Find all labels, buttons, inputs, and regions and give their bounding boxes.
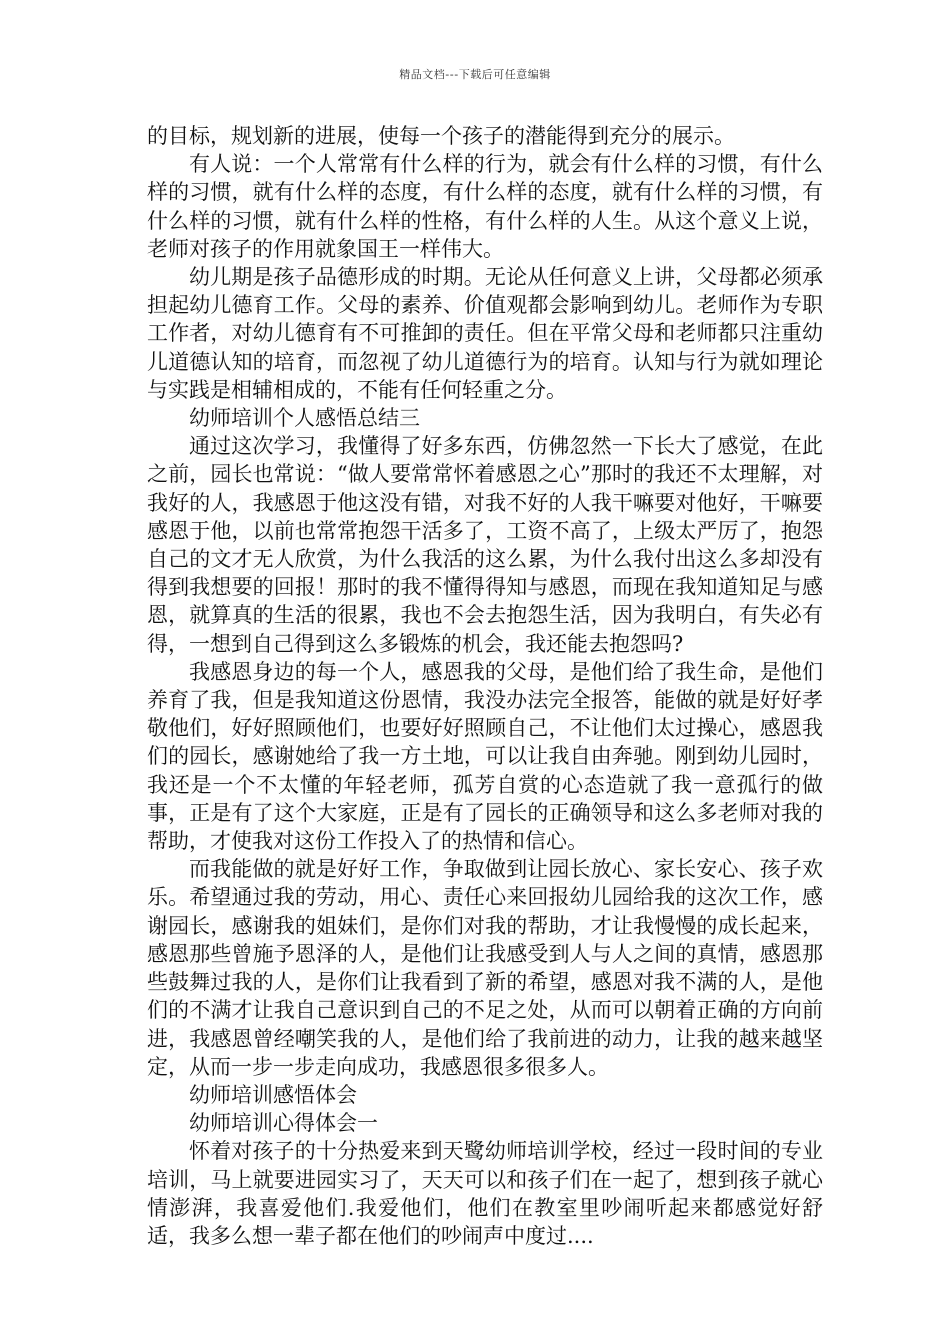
paragraph: 通过这次学习，我懂得了好多东西，仿佛忽然一下长大了感觉，在此之前，园长也常说：“做人要常常怀着感恩之心”那时的我还不太理解，对我好的人，我感恩于他这没有错，对我不好的人我干嘛要对他好，干嘛要感恩于他，以前也常常抱怨干活多了，工资不高了，上级太严厉了，抱怨自己的文才无人欣赏，为什么我活的这么累，为什么我付出这么多却没有得到我想要的回报！那时的我不懂得得知与感恩，而现在我知道知足与感恩，就算真的生活的很累，我也不会去抱怨生活，因为我明白，有失必有得，一想到自己得到这么多锻炼的机会，我还能去抱怨吗?	[147, 434, 823, 656]
section-heading: 幼师培训个人感悟总结三	[189, 406, 420, 431]
paragraph-continuation: 的目标，规划新的进展，使每一个孩子的潜能得到充分的展示。	[147, 124, 735, 148]
section-heading: 幼师培训感悟体会	[189, 1082, 357, 1107]
section-heading: 幼师培训心得体会一	[189, 1111, 378, 1136]
paragraph: 有人说：一个人常常有什么样的行为，就会有什么样的习惯，有什么样的习惯，就有什么样的态度，有什么样的态度，就有什么样的习惯，有什么样的习惯，就有什么样的性格，有什么样的人生。从这个意义上说，老师对孩子的作用就象国王一样伟大。	[147, 152, 823, 261]
document-body	[147, 122, 823, 1250]
paragraph: 而我能做的就是好好工作，争取做到让园长放心、家长安心、孩子欢乐。希望通过我的劳动，用心、责任心来回报幼儿园给我的这次工作，感谢园长，感谢我的姐妹们，是你们对我的帮助，才让我慢慢的成长起来，感恩那些曾施予恩泽的人，是他们让我感受到人与人之间的真情，感恩那些鼓舞过我的人，是你们让我看到了新的希望，感恩对我不满的人，是他们的不满才让我自己意识到自己的不足之处，从而可以朝着正确的方向前进，我感恩曾经嘲笑我的人，是他们给了我前进的动力，让我的越来越坚定，从而一步一步走向成功，我感恩很多很多人。	[147, 857, 823, 1079]
paragraph: 我感恩身边的每一个人，感恩我的父母，是他们给了我生命，是他们养育了我，但是我知道这份恩情，我没办法完全报答，能做的就是好好孝敬他们，好好照顾他们，也要好好照顾自己，不让他们太过操心，感恩我们的园长，感谢她给了我一方土地，可以让我自由奔驰。刚到幼儿园时，我还是一个不太懂的年轻老师，孤芳自赏的心态造就了我一意孤行的做事，正是有了这个大家庭，正是有了园长的正确领导和这么多老师对我的帮助，才使我对这份工作投入了的热情和信心。	[147, 659, 823, 854]
paragraph: 幼儿期是孩子品德形成的时期。无论从任何意义上讲，父母都必须承担起幼儿德育工作。父母的素养、价值观都会影响到幼儿。老师作为专职工作者，对幼儿德育有不可推卸的责任。但在平常父母和老师都只注重幼儿道德认知的培育，而忽视了幼儿道德行为的培育。认知与行为就如理论与实践是相辅相成的，不能有任何轻重之分。	[147, 265, 823, 402]
paragraph: 怀着对孩子的十分热爱来到天鹭幼师培训学校，经过一段时间的专业培训，马上就要进园实习了，天天可以和孩子们在一起了，想到孩子就心情澎湃，我喜爱他们.我爱他们，他们在教室里吵闹听起来都感觉好舒适，我多么想一辈子都在他们的吵闹声中度过....	[147, 1139, 823, 1248]
page-header: 精品文档---下载后可任意编辑	[399, 68, 551, 81]
